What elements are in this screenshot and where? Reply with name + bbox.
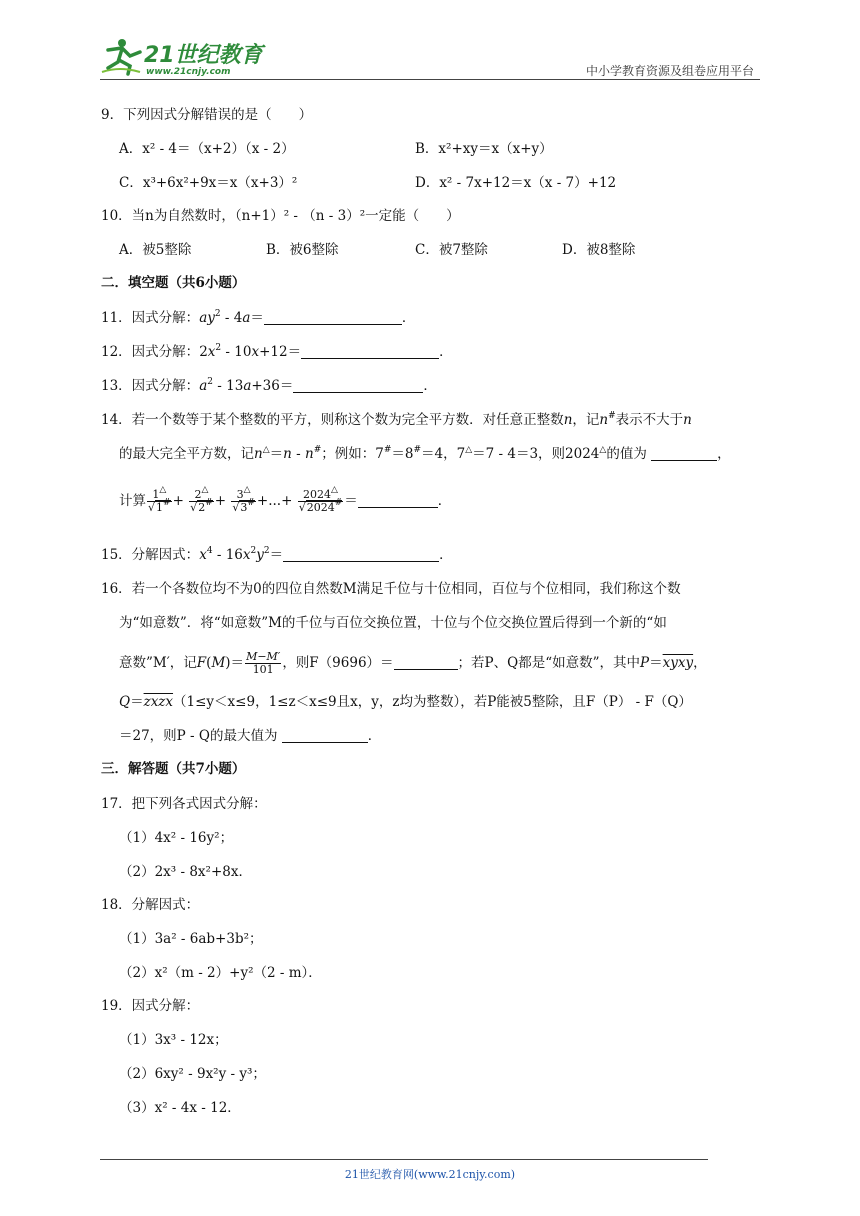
q14-text-2c: ＝8 [391,446,414,462]
q14-fraction-n: $\frac{2024^\triangle}{√2024^{\#}}$ [298,485,343,514]
q14-text-1b: ，记 [572,412,600,428]
q14-calc-label: 计算 [119,493,146,509]
q14-text-1a: 14．若一个数等于某个整数的平方，则称这个数为完全平方数．对任意正整数 [101,412,564,428]
q14-text-2a: 的最大完全平方数，记 [119,446,254,462]
q14-text-2e: ＝7 - 4＝3，则2024 [472,446,600,462]
q12-suffix: ． [439,344,453,360]
q14-fraction-1: $\frac{1^\triangle}{√1^{\#}}$ [148,485,171,514]
q9-option-b: B．x²+xy＝x（x+y） [415,141,553,157]
q14-fraction-2: $\frac{2^\triangle}{√2^{\#}}$ [190,485,213,514]
q19-part2: （2）6xy² - 9x²y - y³； [119,1066,266,1082]
q9-option-a: A．x² - 4＝（x+2）（x - 2） [119,141,295,157]
q12-answer-blank[interactable] [301,344,439,359]
q9-option-d: D．x² - 7x+12＝x（x - 7）+12 [415,175,617,191]
q14-text-1c: 表示不大于 [615,412,684,428]
q19-part3: （3）x² - 4x - 12． [119,1100,241,1116]
q13-prefix: 13．因式分解： [101,378,200,394]
q11: 11．因式分解：$ay^2 - 4a=$ ． [101,309,416,326]
site-name: 中小学教育资源及组卷应用平台 [585,64,754,78]
q16-fraction: $\frac{M-M'}{101}$ [246,650,281,676]
q16-answer-blank-2[interactable] [282,728,368,743]
q12-prefix: 12．因式分解： [101,344,200,360]
q11-prefix: 11．因式分解： [101,310,200,326]
q16-text-5b: ． [367,728,382,744]
q9-option-c: C．x³+6x²+9x＝x（x+3）² [119,175,298,191]
q16-line4: Q＝zxzx（1≤y＜x≤9，1≤z＜x≤9且x，y，z均为整数），若P能被5整除，且F（P） - F（Q） [119,694,692,710]
q12: 12．因式分解：$2x^2 - 10x+12=$ ． [101,343,453,360]
q10-option-c: C．被7整除 [415,242,488,258]
q19-stem: 19．因式分解： [101,998,200,1014]
q13-suffix: ． [423,378,437,394]
q17-part2: （2）2x³ - 8x²+8x． [119,864,252,880]
q18-part1: （1）3a² - 6ab+3b²； [119,931,263,947]
q14-line3: 计算 $\frac{1^\triangle}{√1^{\#}}$ + $\frac{2^\triangle}{√2^{\#}}$ + $\frac{3^\triangle}{√3^{\#}}$ +...+ $\frac{2024^\triangle}{√2024^{\#}}$ ＝ ． [119,485,452,514]
q14-equals: ＝ [344,493,358,509]
q14-dots: +...+ [256,493,293,509]
q16-line2: 为“如意数”．将“如意数”M的千位与百位交换位置，十位与个位交换位置后得到一个新的“如 [119,615,667,631]
q16-line1: 16．若一个各数位均不为0的四位自然数M满足千位与十位相同，百位与个位相同，我们称这个数 [101,581,681,597]
q14-end: ． [437,493,452,509]
header-divider [100,79,760,80]
q16-text-4: （1≤y＜x≤9，1≤z＜x≤9且x，y，z均为整数），若P能被5整除，且F（P） - F（Q） [173,694,692,710]
q16-p-value: xyxy [662,655,694,671]
section-3-title: 三．解答题（共7小题） [101,761,246,777]
q10-option-a: A．被5整除 [119,242,192,258]
q15-answer-blank[interactable] [283,547,439,562]
q16-answer-blank-1[interactable] [394,655,458,670]
logo-main-text: 21世纪教育 [144,43,263,68]
logo-url-text: www.21cnjy.com [146,67,231,77]
q14-answer-blank-1[interactable] [651,446,717,461]
q18-stem: 18．分解因式： [101,897,200,913]
q19-part1: （1）3x³ - 12x； [119,1032,228,1048]
q16-text-3a: 意数”M′，记 [119,655,197,671]
q15-prefix: 15．分解因式： [101,547,200,563]
q14-text-2b: ；例如：7 [321,446,384,462]
q16-text-5a: ＝27，则P - Q的最大值为 [119,728,278,744]
q11-suffix: ． [401,310,416,326]
q16-text-3b: ，则F（9696）＝ [282,655,394,671]
footer-divider [100,1159,708,1160]
q10-stem: 10．当n为自然数时，（n+1）² - （n - 3）²一定能（ ） [101,208,460,224]
q9-stem: 9．下列因式分解错误的是（ ） [101,107,313,123]
q13: 13．因式分解：$a^2 - 13a+36=$ ． [101,377,437,394]
page-header [100,36,760,80]
q11-answer-blank[interactable] [264,310,402,325]
q10-option-b: B．被6整除 [266,242,339,258]
q14-fraction-3: $\frac{3^\triangle}{√3^{\#}}$ [232,485,255,514]
section-2-title: 二．填空题（共6小题） [101,275,246,291]
q14-answer-blank-2[interactable] [358,493,438,508]
q16-line5 [119,727,381,745]
q14-line1: 14．若一个数等于某个整数的平方，则称这个数为完全平方数．对任意正整数n，记n#表示不大于n [101,411,692,428]
q16-text-3c: ；若P、Q都是“如意数”，其中 [457,655,641,671]
q16-line3: 意数”M′，记F(M)＝ $\frac{M-M'}{101}$ ，则F（9696）＝ ；若P、Q都是“如意数”，其中P＝xyxy， [119,650,707,676]
q15-suffix: ． [439,547,453,563]
q10-option-d: D．被8整除 [562,242,636,258]
q17-part1: （1）4x² - 16y²； [119,830,234,846]
footer-text: 21世纪教育网(www.21cnjy.com) [344,1168,516,1181]
q17-stem: 17．把下列各式因式分解： [101,796,267,812]
q15: 15．分解因式：$x^4 - 16x^2y^2=$ ． [101,546,453,563]
site-logo [100,36,270,78]
q14-text-2d: ＝4，7 [421,446,466,462]
q18-part2: （2）x²（m - 2）+y²（2 - m）． [119,965,322,981]
q16-q-value: zxzx [143,694,174,710]
q14-text-2f: 的值为 [606,446,647,462]
q14-line2: 的最大完全平方数，记n△＝n - n#；例如：7#＝8#＝4，7△＝7 - 4＝3，则2024△的值为 ， [119,445,731,462]
q13-answer-blank[interactable] [293,378,423,393]
